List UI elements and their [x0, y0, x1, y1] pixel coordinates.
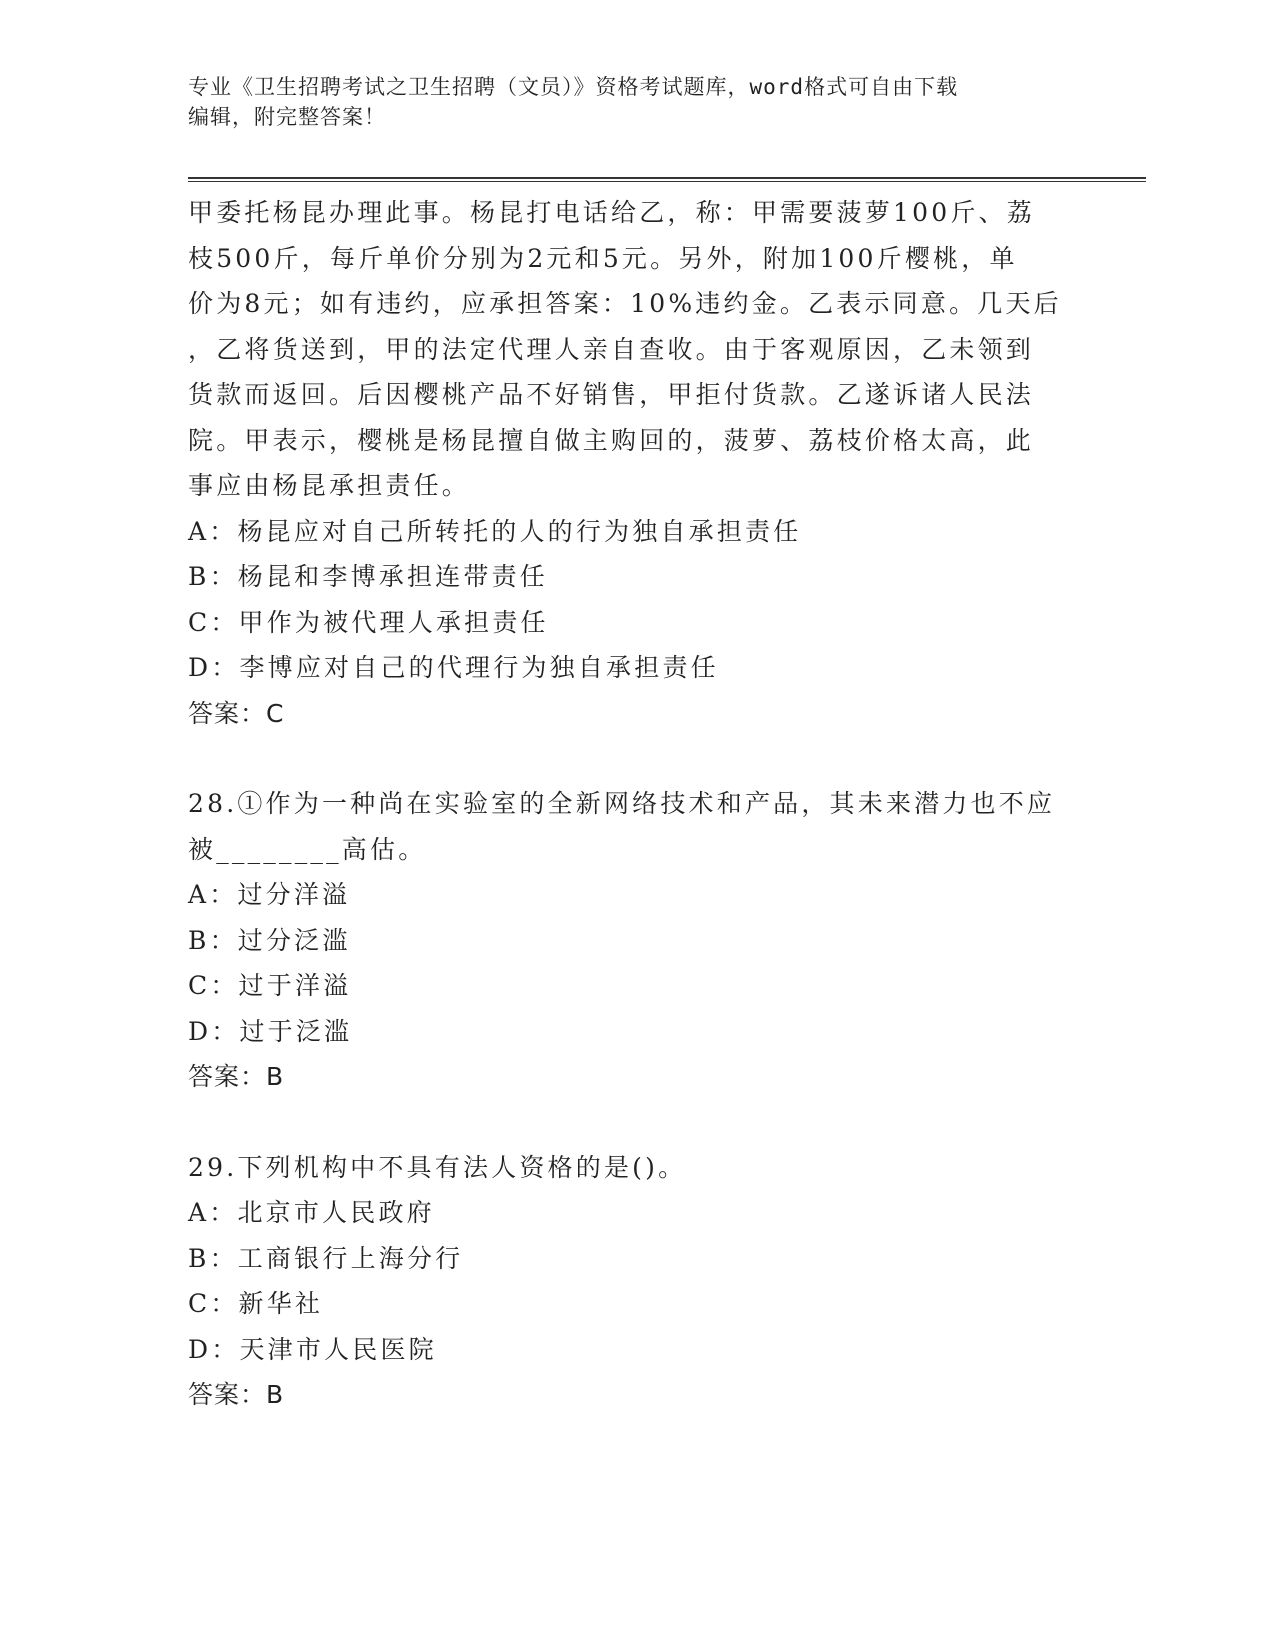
question-text-line: 被________高估。 — [188, 834, 427, 864]
option-a: A：北京市人民政府 — [188, 1198, 435, 1227]
page-header — [188, 72, 1088, 132]
question-28 — [188, 781, 1088, 1100]
answer-line: 答案：B — [188, 1062, 285, 1091]
question-text-line: 院。甲表示，樱桃是杨昆擅自做主购回的，菠萝、荔枝价格太高，此 — [188, 425, 1035, 455]
question-text-line: 枝500斤，每斤单价分别为2元和5元。另外，附加100斤樱桃，单 — [188, 243, 1018, 273]
question-text-line: 28.①作为一种尚在实验室的全新网络技术和产品，其未来潜力也不应 — [188, 789, 1056, 818]
document-body — [188, 190, 1088, 1418]
option-c: C：新华社 — [188, 1289, 324, 1318]
option-d: D：天津市人民医院 — [188, 1334, 437, 1364]
option-b: B：杨昆和李博承担连带责任 — [188, 562, 548, 591]
question-text-line: 货款而返回。后因樱桃产品不好销售，甲拒付货款。乙遂诉诸人民法 — [188, 380, 1035, 409]
header-line-1: 专业《卫生招聘考试之卫生招聘（文员）》资格考试题库，word格式可自由下载 — [188, 75, 959, 99]
question-29 — [188, 1145, 1088, 1418]
option-b: B：工商银行上海分行 — [188, 1243, 464, 1273]
option-d: D：李博应对自己的代理行为独自承担责任 — [188, 653, 719, 682]
question-text-line: 甲委托杨昆办理此事。杨昆打电话给乙，称：甲需要菠萝100斤、荔 — [188, 198, 1035, 227]
question-text-line: 事应由杨昆承担责任。 — [188, 471, 471, 500]
option-a: A：过分洋溢 — [188, 880, 351, 909]
spacer — [188, 736, 1088, 781]
spacer — [188, 1100, 1088, 1145]
answer-line: 答案：C — [188, 698, 285, 728]
option-a: A：杨昆应对自己所转托的人的行为独自承担责任 — [188, 516, 802, 546]
option-c: C：过于洋溢 — [188, 971, 352, 1000]
option-c: C：甲作为被代理人承担责任 — [188, 607, 549, 637]
question-text-line: 29.下列机构中不具有法人资格的是()。 — [188, 1152, 687, 1182]
option-b: B：过分泛滥 — [188, 925, 351, 955]
question-27 — [188, 190, 1088, 736]
answer-line: 答案：B — [188, 1380, 285, 1409]
question-text-line: ，乙将货送到，甲的法定代理人亲自查收。由于客观原因，乙未领到 — [188, 334, 1035, 364]
question-text-line: 价为8元；如有违约，应承担答案：10%违约金。乙表示同意。几天后 — [188, 289, 1062, 318]
option-d: D：过于泛滥 — [188, 1016, 353, 1046]
header-line-2: 编辑，附完整答案！ — [188, 105, 386, 129]
header-divider — [188, 177, 1146, 182]
